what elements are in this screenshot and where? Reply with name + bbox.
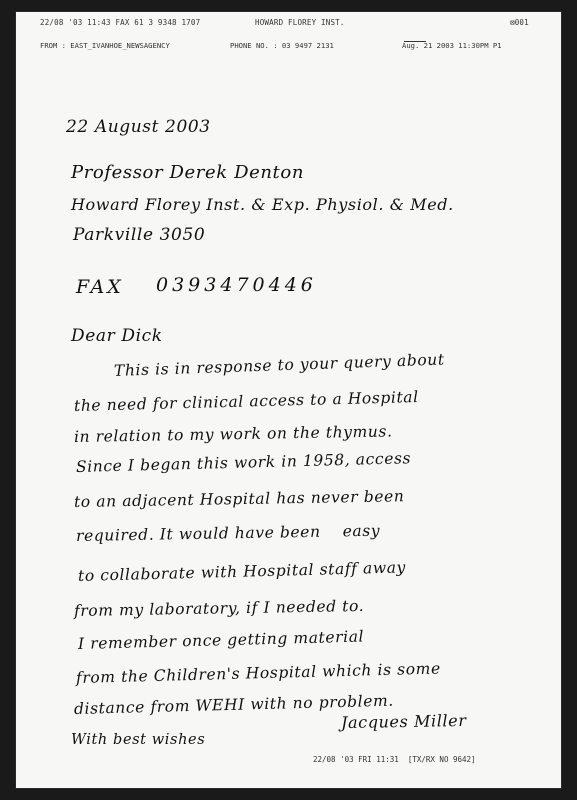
- recipient-locality: Parkville 3050: [73, 225, 206, 245]
- body-line: I remember once getting material: [77, 627, 365, 653]
- fax-document-page: [16, 12, 561, 788]
- body-line: from my laboratory, if I needed to.: [73, 596, 365, 620]
- letter-closing: With best wishes: [71, 732, 206, 748]
- body-line: to an adjacent Hospital has never been: [73, 487, 405, 511]
- recipient-institution: Howard Florey Inst. & Exp. Physiol. & Med.: [71, 195, 454, 214]
- letter-signature: Jacques Miller: [340, 710, 467, 733]
- fax-header-institution: HOWARD FLOREY INST.: [255, 18, 345, 27]
- transmission-from: FROM : EAST_IVANHOE_NEWSAGENCY: [40, 41, 170, 50]
- body-line: distance from WEHI with no problem.: [73, 691, 395, 718]
- body-line: in relation to my work on the thymus.: [73, 422, 393, 446]
- transmission-received-text: Aug. 21 2003 11:30PM P1: [402, 41, 502, 50]
- transmission-phone: PHONE NO. : 03 9497 2131: [230, 41, 334, 50]
- fax-label: FAX: [76, 276, 124, 298]
- recipient-name: Professor Derek Denton: [71, 162, 305, 183]
- body-line: This is in response to your query about: [113, 350, 445, 380]
- body-line: Since I began this work in 1958, access: [75, 449, 412, 476]
- letter-greeting: Dear Dick: [71, 326, 163, 346]
- fax-header-page-marker: ⊠001: [510, 18, 529, 27]
- fax-number: 0393470446: [156, 274, 317, 296]
- received-underline: [404, 41, 426, 42]
- body-line: required. It would have been easy: [75, 521, 381, 545]
- fax-header: [40, 18, 529, 27]
- body-line: the need for clinical access to a Hospital: [73, 387, 419, 415]
- body-line: from the Children's Hospital which is some: [75, 659, 441, 687]
- fax-header-timestamp: 22/08 '03 11:43 FAX 61 3 9348 1707: [40, 18, 201, 27]
- body-line: to collaborate with Hospital staff away: [77, 558, 407, 585]
- letter-date: 22 August 2003: [66, 117, 211, 137]
- fax-footer: 22/08 '03 FRI 11:31 [TX/RX NO 9642]: [313, 755, 476, 764]
